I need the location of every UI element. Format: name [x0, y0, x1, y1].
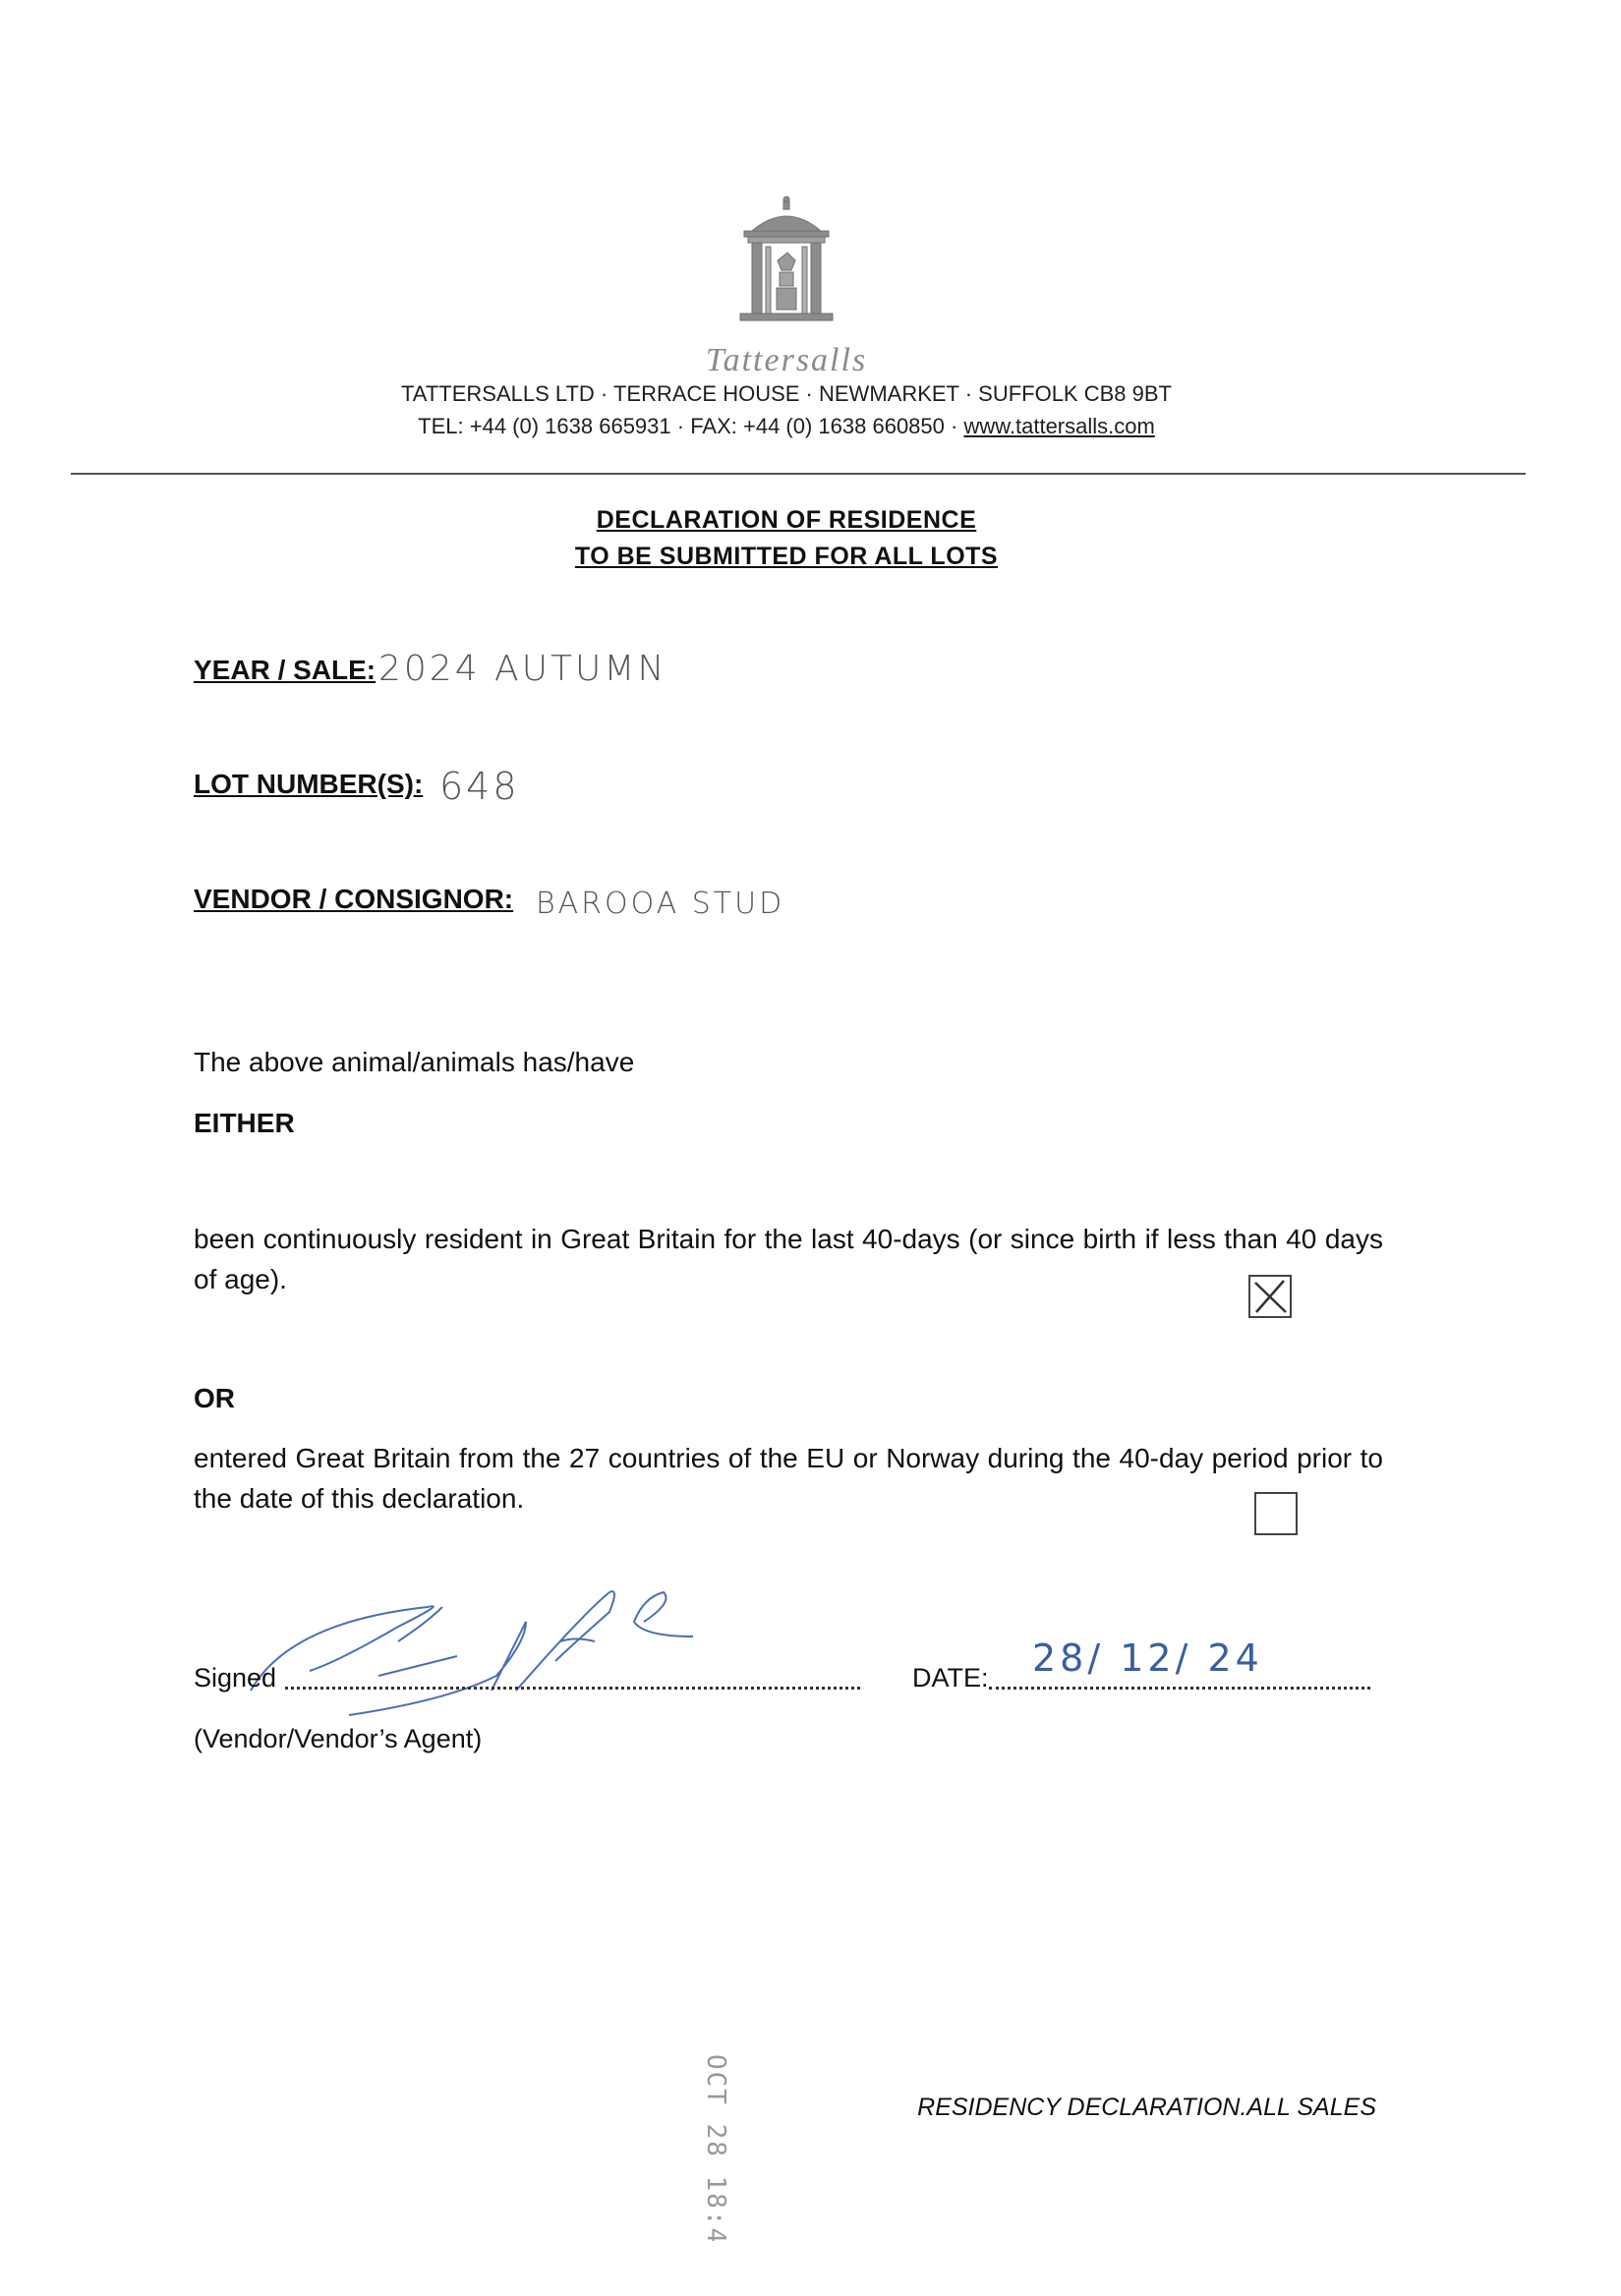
signed-label: Signed: [194, 1663, 277, 1693]
received-stamp: [678, 2044, 767, 2241]
logo-wordmark: Tattersalls: [705, 342, 868, 378]
or-heading: OR: [194, 1383, 235, 1413]
contact-text: TEL: +44 (0) 1638 665931 · FAX: +44 (0) 1638 660850 ·: [418, 414, 964, 438]
lot-number-label: LOT NUMBER(S):: [194, 769, 424, 799]
document-subtitle: TO BE SUBMITTED FOR ALL LOTS: [574, 543, 999, 570]
option-a-checkbox[interactable]: [1248, 1275, 1292, 1318]
year-sale-value: 2024 AUTUMN: [378, 649, 667, 689]
date-value: 28/ 12/ 24: [1032, 1636, 1263, 1680]
intro-text: The above animal/animals has/have: [194, 1047, 635, 1077]
date-line: [989, 1687, 1370, 1690]
header-divider: [71, 473, 1526, 475]
website-link[interactable]: www.tattersalls.com: [963, 414, 1155, 438]
either-heading: EITHER: [194, 1108, 295, 1138]
lot-number-value: 648: [439, 765, 520, 808]
stamp-text: OCT 28 18:49: [701, 2054, 730, 2241]
company-contact: [197, 414, 1376, 439]
tattersalls-logo: [723, 192, 850, 339]
option-a-text: been continuously resident in Great Britain for the last 40-days (or since birth if less than 40 days of age).: [194, 1224, 1383, 1294]
year-sale-label: YEAR / SALE:: [194, 655, 376, 685]
signature-line: [285, 1687, 860, 1690]
vendor-value: BAROOA STUD: [536, 887, 785, 921]
date-label: DATE:: [912, 1663, 989, 1693]
option-b-text: entered Great Britain from the 27 countries of the EU or Norway during the 40-day period prior to the date of this declaration.: [194, 1443, 1383, 1514]
company-address: TATTERSALLS LTD · TERRACE HOUSE · NEWMARKET · SUFFOLK CB8 9BT: [401, 381, 1172, 406]
option-b-checkbox[interactable]: [1254, 1492, 1298, 1535]
handwritten-signature: [231, 1582, 723, 1720]
checkbox-cross-icon: [1250, 1277, 1290, 1316]
footer-label: RESIDENCY DECLARATION.ALL SALES: [917, 2094, 1376, 2121]
document-title: DECLARATION OF RESIDENCE: [596, 506, 977, 534]
agent-label: (Vendor/Vendor’s Agent): [194, 1724, 483, 1753]
vendor-label: VENDOR / CONSIGNOR:: [194, 884, 514, 914]
